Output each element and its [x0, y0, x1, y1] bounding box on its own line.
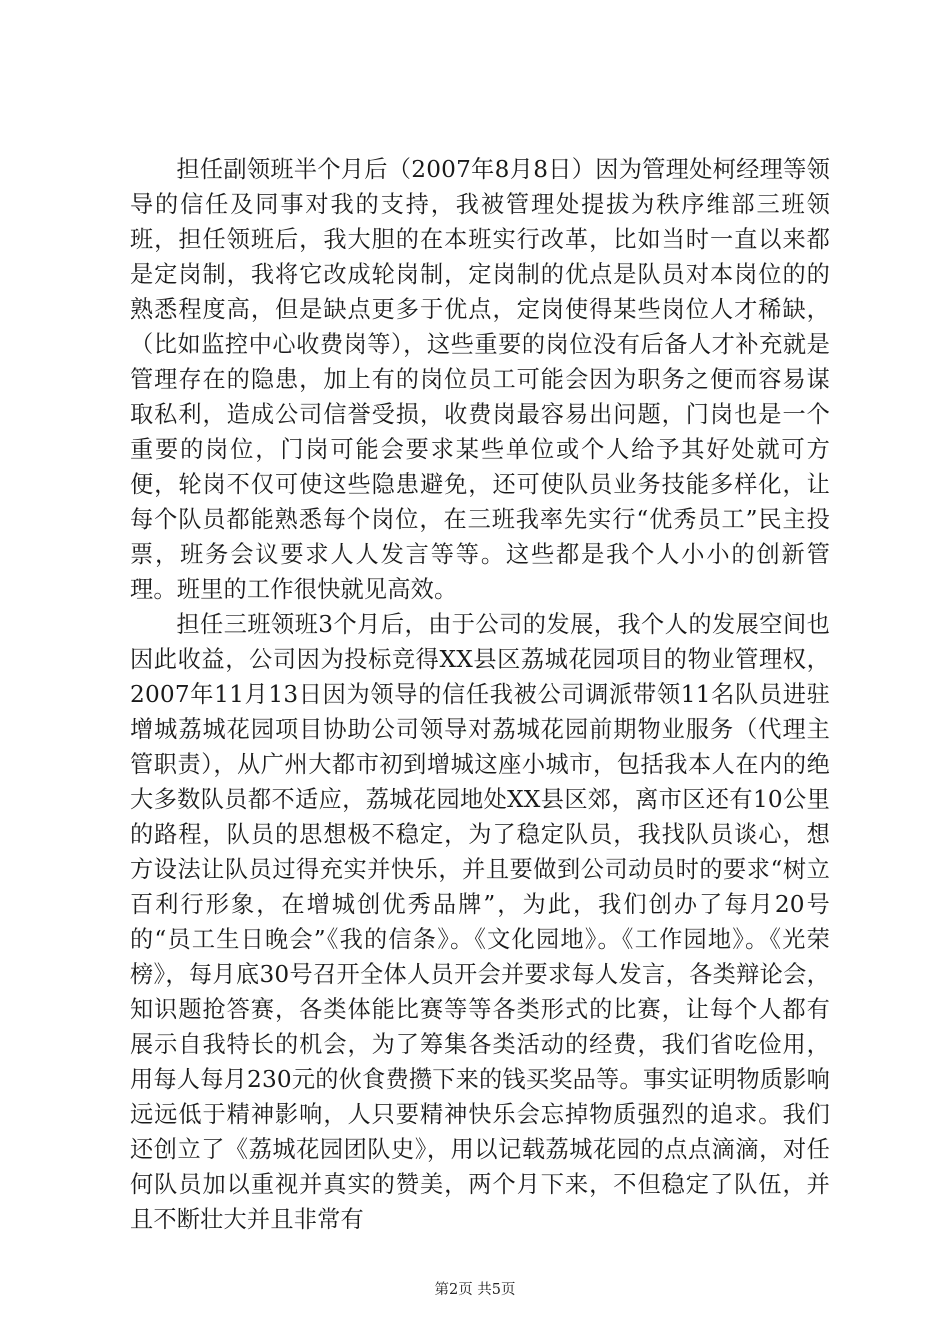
document-body [130, 152, 830, 1237]
paragraph: 担任副领班半个月后（2007年8月8日）因为管理处柯经理等领导的信任及同事对我的支持，我被管理处提拔为秩序维部三班领班，担任领班后，我大胆的在本班实行改革，比如当时一直以来都是定岗制，我将它改成轮岗制，定岗制的优点是队员对本岗位的的熟悉程度高，但是缺点更多于优点，定岗使得某些岗位人才稀缺，（比如监控中心收费岗等），这些重要的岗位没有后备人才补充就是管理存在的隐患，加上有的岗位员工可能会因为职务之便而容易谋取私利，造成公司信誉受损，收费岗最容易出问题，门岗也是一个重要的岗位，门岗可能会要求某些单位或个人给予其好处就可方便，轮岗不仅可使这些隐患避免，还可使队员业务技能多样化，让每个队员都能熟悉每个岗位，在三班我率先实行“优秀员工”民主投票，班务会议要求人人发言等等。这些都是我个人小小的创新管理。班里的工作很快就见高效。 [130, 156, 830, 603]
paragraph: 担任三班领班3个月后，由于公司的发展，我个人的发展空间也因此收益，公司因为投标竞得XX县区荔城花园项目的物业管理权，2007年11月13日因为领导的信任我被公司调派带领11名队员进驻增城荔城花园项目协助公司领导对荔城花园前期物业服务（代理主管职责），从广州大都市初到增城这座小城市，包括我本人在内的绝大多数队员都不适应，荔城花园地处XX县区郊，离市区还有10公里的路程，队员的思想极不稳定，为了稳定队员，我找队员谈心，想方设法让队员过得充实并快乐，并且要做到公司动员时的要求“树立百利行形象，在增城创优秀品牌”，为此，我们创办了每月20号的“员工生日晚会”《我的信条》。《文化园地》。《工作园地》。《光荣榜》，每月底30号召开全体人员开会并要求每人发言，各类辩论会，知识题抢答赛，各类体能比赛等等各类形式的比赛，让每个人都有展示自我特长的机会，为了筹集各类活动的经费，我们省吃俭用，用每人每月230元的伙食费攒下来的钱买奖品等。事实证明物质影响远远低于精神影响，人只要精神快乐会忘掉物质强烈的追求。我们还创立了《荔城花园团队史》，用以记载荔城花园的点点滴滴，对任何队员加以重视并真实的赞美，两个月下来，不但稳定了队伍，并且不断壮大并且非常有 [130, 611, 830, 1233]
page-footer: 第2页 共5页 [434, 1282, 516, 1298]
